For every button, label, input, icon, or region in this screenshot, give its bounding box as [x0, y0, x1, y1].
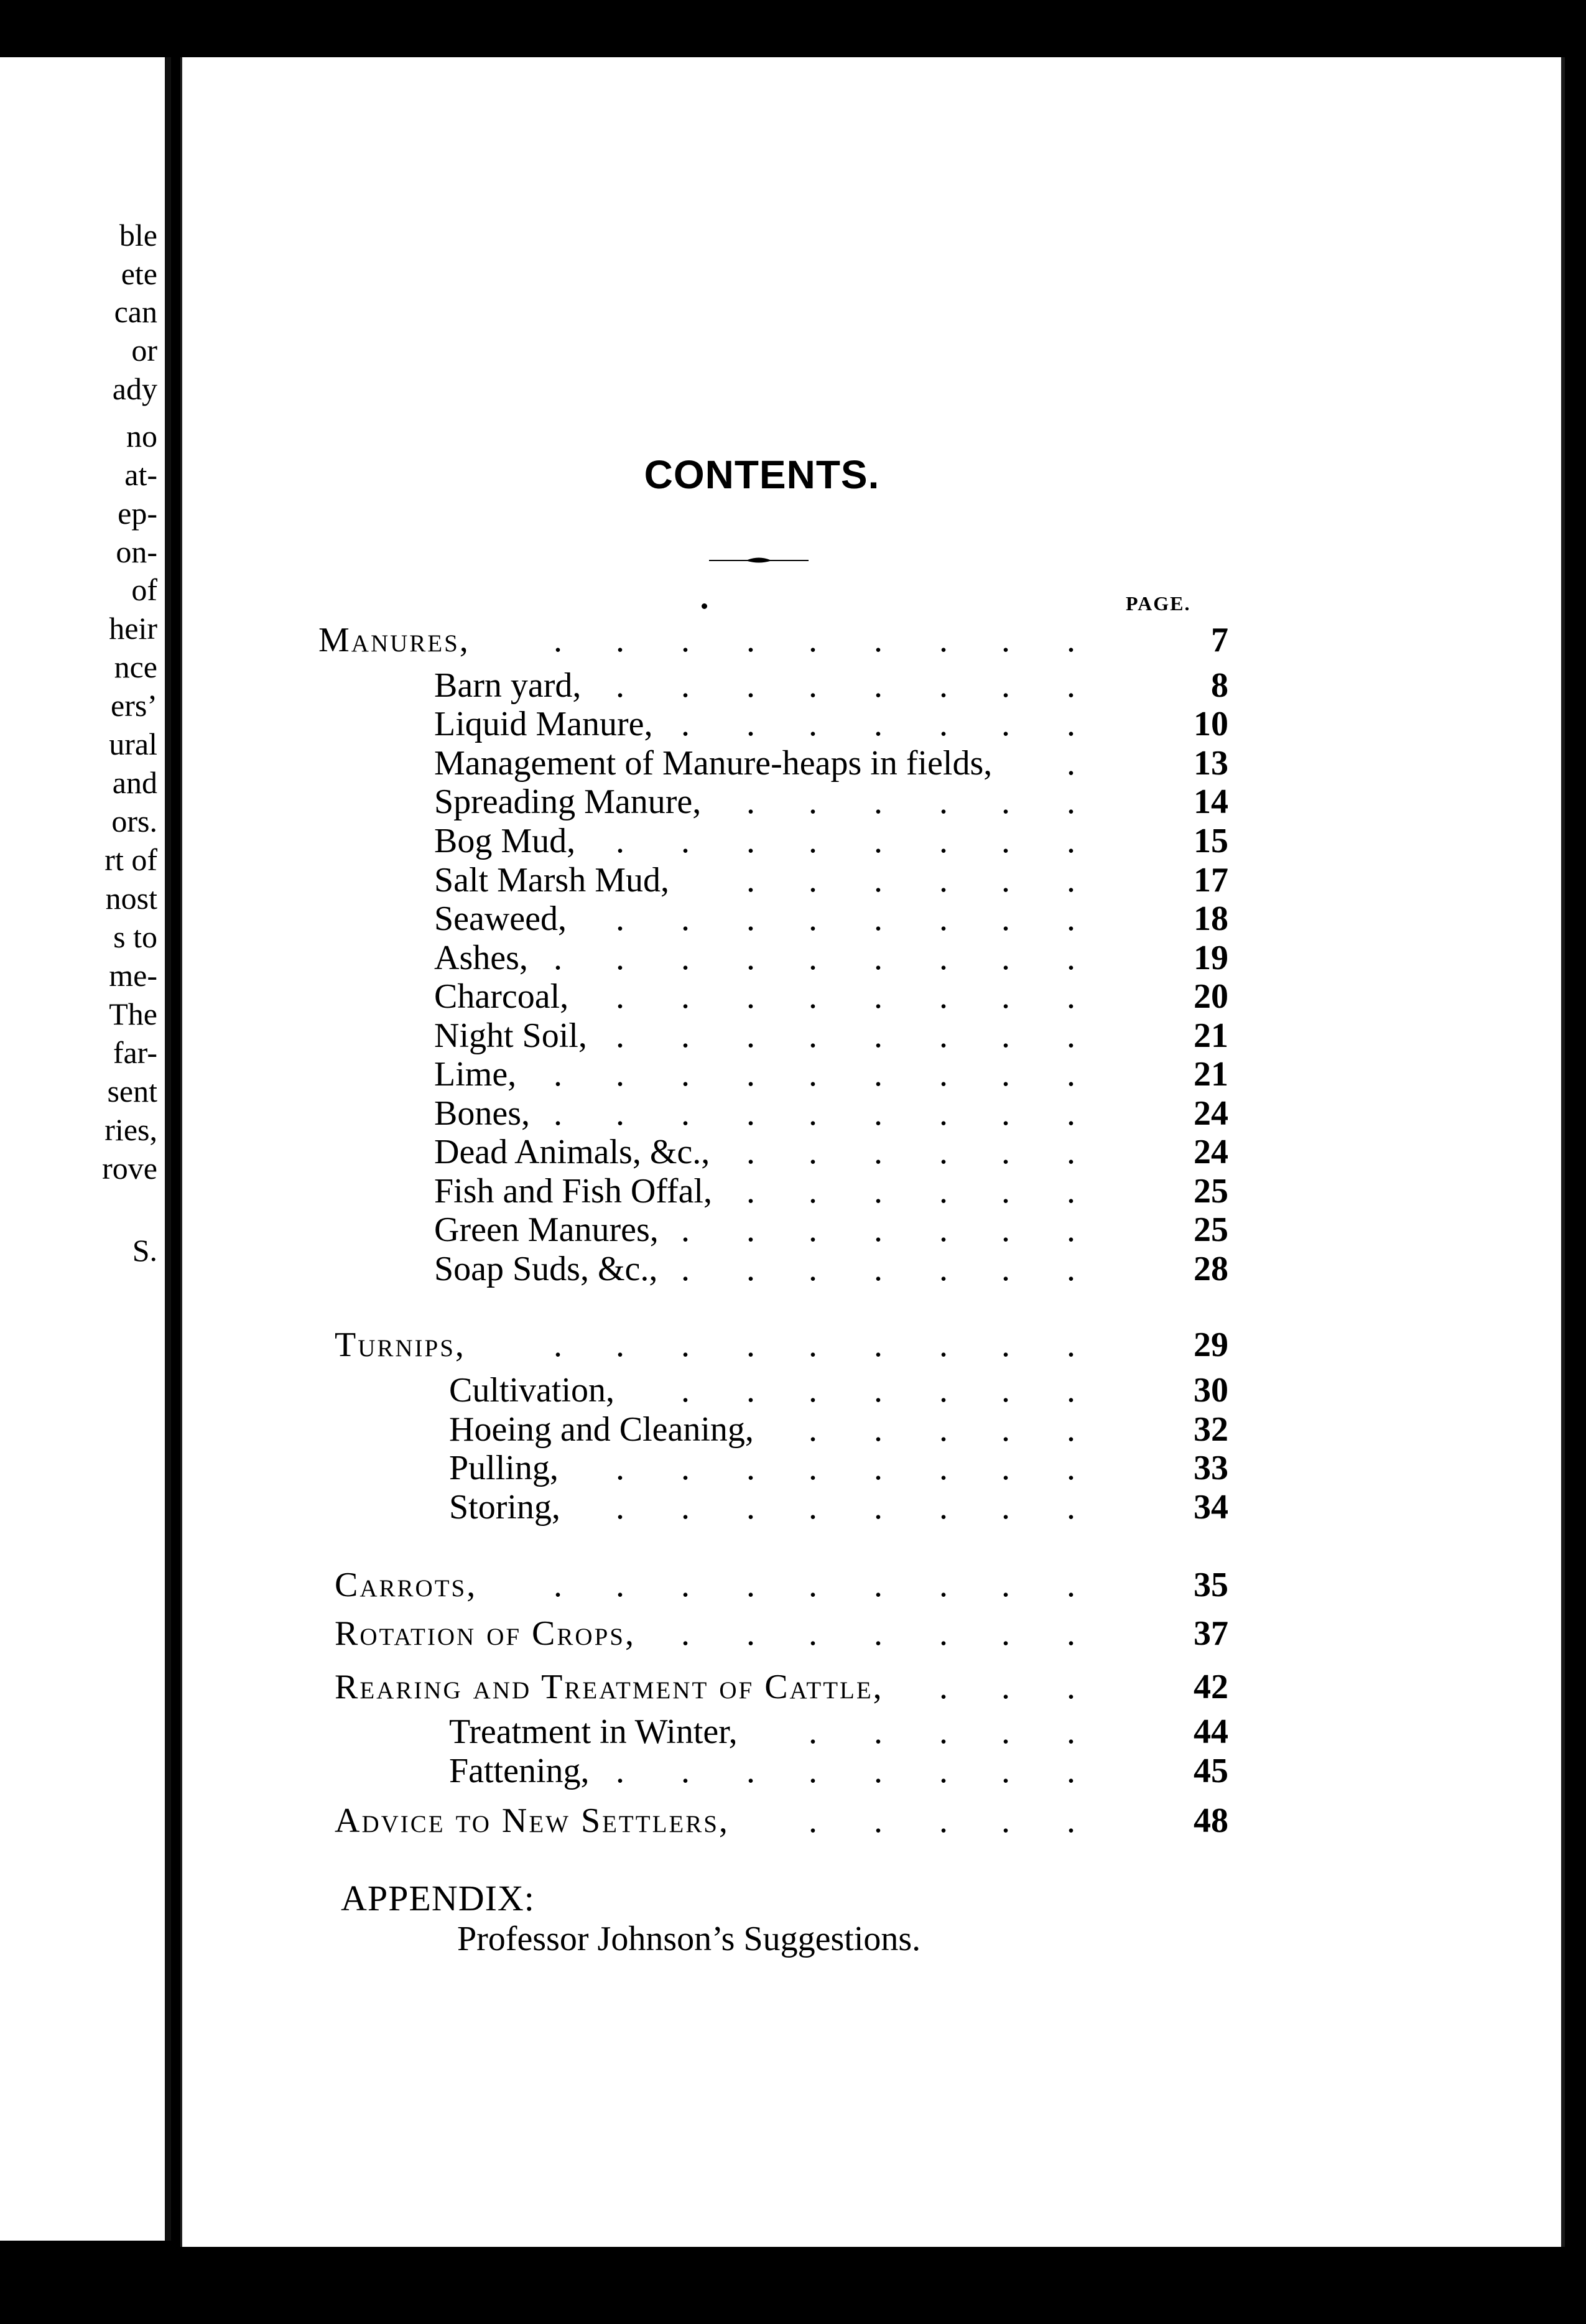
toc-entry-label: Fattening,: [449, 1752, 590, 1790]
toc-entry: Night Soil, . . . . . . . .: [434, 1016, 1075, 1055]
toc-entry-page-number: 48: [1194, 1801, 1228, 1840]
toc-entry-label: Management of Manure-heaps in fields,: [434, 744, 993, 783]
toc-entry-label: Barn yard,: [434, 666, 582, 705]
toc-entry: Manures, . . . . . . . . .: [318, 621, 1075, 659]
toc-entry-page-number: 37: [1194, 1614, 1228, 1653]
toc-entry: Bones, . . . . . . . . .: [434, 1094, 1075, 1133]
toc-entry: Lime, . . . . . . . . .: [434, 1055, 1075, 1094]
toc-entry-label: Soap Suds, &c.,: [434, 1250, 658, 1288]
toc-entry-label: Carrots,: [335, 1566, 478, 1604]
toc-entry-page-number: 44: [1194, 1713, 1228, 1751]
left-page-text-fragment: ble: [119, 218, 157, 253]
toc-entry-label: Lime,: [434, 1055, 517, 1094]
toc-entry-page-number: 15: [1194, 822, 1228, 860]
toc-entry: Advice to New Settlers, . . . . .: [335, 1801, 1075, 1840]
toc-entry-page-number: 29: [1194, 1326, 1228, 1364]
toc-entry-label: Green Manures,: [434, 1211, 659, 1249]
toc-entry-page-number: 34: [1194, 1488, 1228, 1527]
toc-entry-page-number: 13: [1194, 744, 1228, 783]
left-page-text-fragment: me-: [109, 958, 157, 993]
toc-entry-page-number: 21: [1194, 1016, 1228, 1055]
toc-entry: Ashes, . . . . . . . . .: [434, 939, 1075, 977]
toc-entry: Fattening, . . . . . . . .: [449, 1752, 1075, 1790]
toc-entry-label: Rearing and Treatment of Cattle,: [335, 1668, 884, 1706]
toc-entry-page-number: 19: [1194, 939, 1228, 977]
toc-entry-page-number: 10: [1194, 705, 1228, 743]
toc-entry-page-number: 14: [1194, 783, 1228, 821]
toc-entry-label: Liquid Manure,: [434, 705, 653, 743]
toc-entry-label: Spreading Manure,: [434, 783, 702, 821]
toc-entry-label: Bog Mud,: [434, 822, 576, 860]
toc-entry-label: Advice to New Settlers,: [335, 1801, 730, 1840]
left-page-text-fragment: s to: [113, 919, 157, 954]
toc-entry-page-number: 8: [1211, 666, 1228, 705]
appendix-item: Professor Johnson’s Suggestions.: [457, 1920, 921, 1958]
toc-entry: Barn yard, . . . . . . . .: [434, 666, 1075, 705]
left-page-text-fragment: or: [131, 333, 157, 368]
ornament-rule: [709, 555, 809, 564]
toc-entry: Hoeing and Cleaning, . . . . .: [449, 1410, 1075, 1449]
toc-entry: Seaweed, . . . . . . . .: [434, 899, 1075, 938]
stray-mark: [702, 603, 707, 609]
page-gutter: [165, 57, 171, 2241]
toc-entry-page-number: 42: [1194, 1668, 1228, 1706]
toc-entry-label: Rotation of Crops,: [335, 1614, 636, 1653]
toc-entry-page-number: 21: [1194, 1055, 1228, 1094]
left-page-text-fragment: ries,: [104, 1112, 157, 1147]
toc-entry-page-number: 33: [1194, 1449, 1228, 1487]
page-column-header: PAGE.: [1126, 592, 1191, 615]
toc-entry-label: Seaweed,: [434, 899, 567, 938]
toc-entry-label: Bones,: [434, 1094, 530, 1133]
toc-entry-page-number: 25: [1194, 1172, 1228, 1211]
toc-entry-page-number: 25: [1194, 1211, 1228, 1249]
toc-entry-page-number: 28: [1194, 1250, 1228, 1288]
left-page-text-fragment: ep-: [118, 496, 157, 531]
page-title: CONTENTS.: [644, 452, 880, 497]
toc-entry-page-number: 35: [1194, 1566, 1228, 1604]
left-page-text-fragment: nce: [114, 649, 157, 684]
toc-entry: Bog Mud, . . . . . . . .: [434, 822, 1075, 860]
appendix-heading: APPENDIX:: [341, 1878, 535, 1918]
left-page-text-fragment: of: [131, 572, 157, 607]
toc-entry: Rearing and Treatment of Cattle, . . .: [335, 1668, 1075, 1706]
toc-entry: Cultivation, . . . . . . .: [449, 1371, 1075, 1410]
toc-entry: Storing, . . . . . . . .: [449, 1488, 1075, 1527]
left-page-text-fragment: heir: [109, 611, 157, 646]
toc-entry: Liquid Manure, . . . . . . .: [434, 705, 1075, 743]
left-page-text-fragment: ete: [121, 256, 157, 291]
left-page-text-fragment: nost: [105, 881, 157, 916]
toc-entry-page-number: 7: [1211, 621, 1228, 659]
toc-entry-page-number: 17: [1194, 861, 1228, 899]
toc-entry: Salt Marsh Mud, . . . . . .: [434, 861, 1075, 899]
left-page-text-fragment: and: [112, 765, 157, 800]
toc-entry-label: Ashes,: [434, 939, 528, 977]
toc-entry: Turnips, . . . . . . . . .: [335, 1326, 1075, 1364]
toc-entry-page-number: 24: [1194, 1094, 1228, 1133]
left-page-text-fragment: far-: [113, 1035, 157, 1070]
toc-entry-label: Pulling,: [449, 1449, 559, 1487]
left-page-text-fragment: S.: [132, 1233, 157, 1268]
toc-entry-label: Charcoal,: [434, 977, 569, 1016]
toc-entry-label: Treatment in Winter,: [449, 1713, 738, 1751]
toc-entry: Management of Manure-heaps in fields, .: [434, 744, 1075, 783]
left-page-text-fragment: ers’: [111, 688, 157, 723]
left-page-text-fragment: can: [114, 294, 157, 329]
toc-entry: Dead Animals, &c., . . . . . .: [434, 1133, 1075, 1171]
left-page-text-fragment: on-: [116, 534, 157, 569]
toc-entry-label: Salt Marsh Mud,: [434, 861, 669, 899]
toc-entry-label: Night Soil,: [434, 1016, 587, 1055]
left-page-text-fragment: ors.: [111, 804, 157, 839]
left-page-fragment: [0, 57, 171, 2241]
toc-entry-page-number: 32: [1194, 1410, 1228, 1449]
toc-entry-label: Manures,: [318, 621, 470, 659]
toc-entry-page-number: 45: [1194, 1752, 1228, 1790]
left-page-text-fragment: at-: [124, 457, 157, 492]
toc-entry: Fish and Fish Offal, . . . . . .: [434, 1172, 1075, 1211]
left-page-text-fragment: ady: [112, 371, 157, 406]
toc-entry-page-number: 20: [1194, 977, 1228, 1016]
toc-entry: Charcoal, . . . . . . . .: [434, 977, 1075, 1016]
left-page-text-fragment: The: [109, 997, 157, 1031]
left-page-text-fragment: rt of: [104, 842, 157, 877]
toc-entry-page-number: 24: [1194, 1133, 1228, 1171]
toc-entry: Spreading Manure, . . . . . .: [434, 783, 1075, 821]
toc-entry: Rotation of Crops, . . . . . . .: [335, 1614, 1075, 1653]
toc-entry: Soap Suds, &c., . . . . . . .: [434, 1250, 1075, 1288]
left-page-text-fragment: no: [126, 419, 157, 453]
left-page-text-fragment: ural: [109, 727, 157, 761]
toc-entry-label: Hoeing and Cleaning,: [449, 1410, 754, 1449]
toc-entry-label: Turnips,: [335, 1326, 466, 1364]
toc-entry-label: Fish and Fish Offal,: [434, 1172, 712, 1211]
toc-entry-label: Storing,: [449, 1488, 560, 1527]
left-page-text-fragment: rove: [102, 1151, 157, 1186]
toc-entry-label: Dead Animals, &c.,: [434, 1133, 710, 1171]
toc-entry-label: Cultivation,: [449, 1371, 614, 1410]
left-page-text-fragment: sent: [107, 1074, 157, 1109]
toc-entry-page-number: 18: [1194, 899, 1228, 938]
toc-entry: Pulling, . . . . . . . .: [449, 1449, 1075, 1487]
toc-entry: Green Manures, . . . . . . .: [434, 1211, 1075, 1249]
toc-entry: Carrots, . . . . . . . . .: [335, 1566, 1075, 1604]
toc-entry: Treatment in Winter, . . . . .: [449, 1713, 1075, 1751]
toc-entry-page-number: 30: [1194, 1371, 1228, 1410]
